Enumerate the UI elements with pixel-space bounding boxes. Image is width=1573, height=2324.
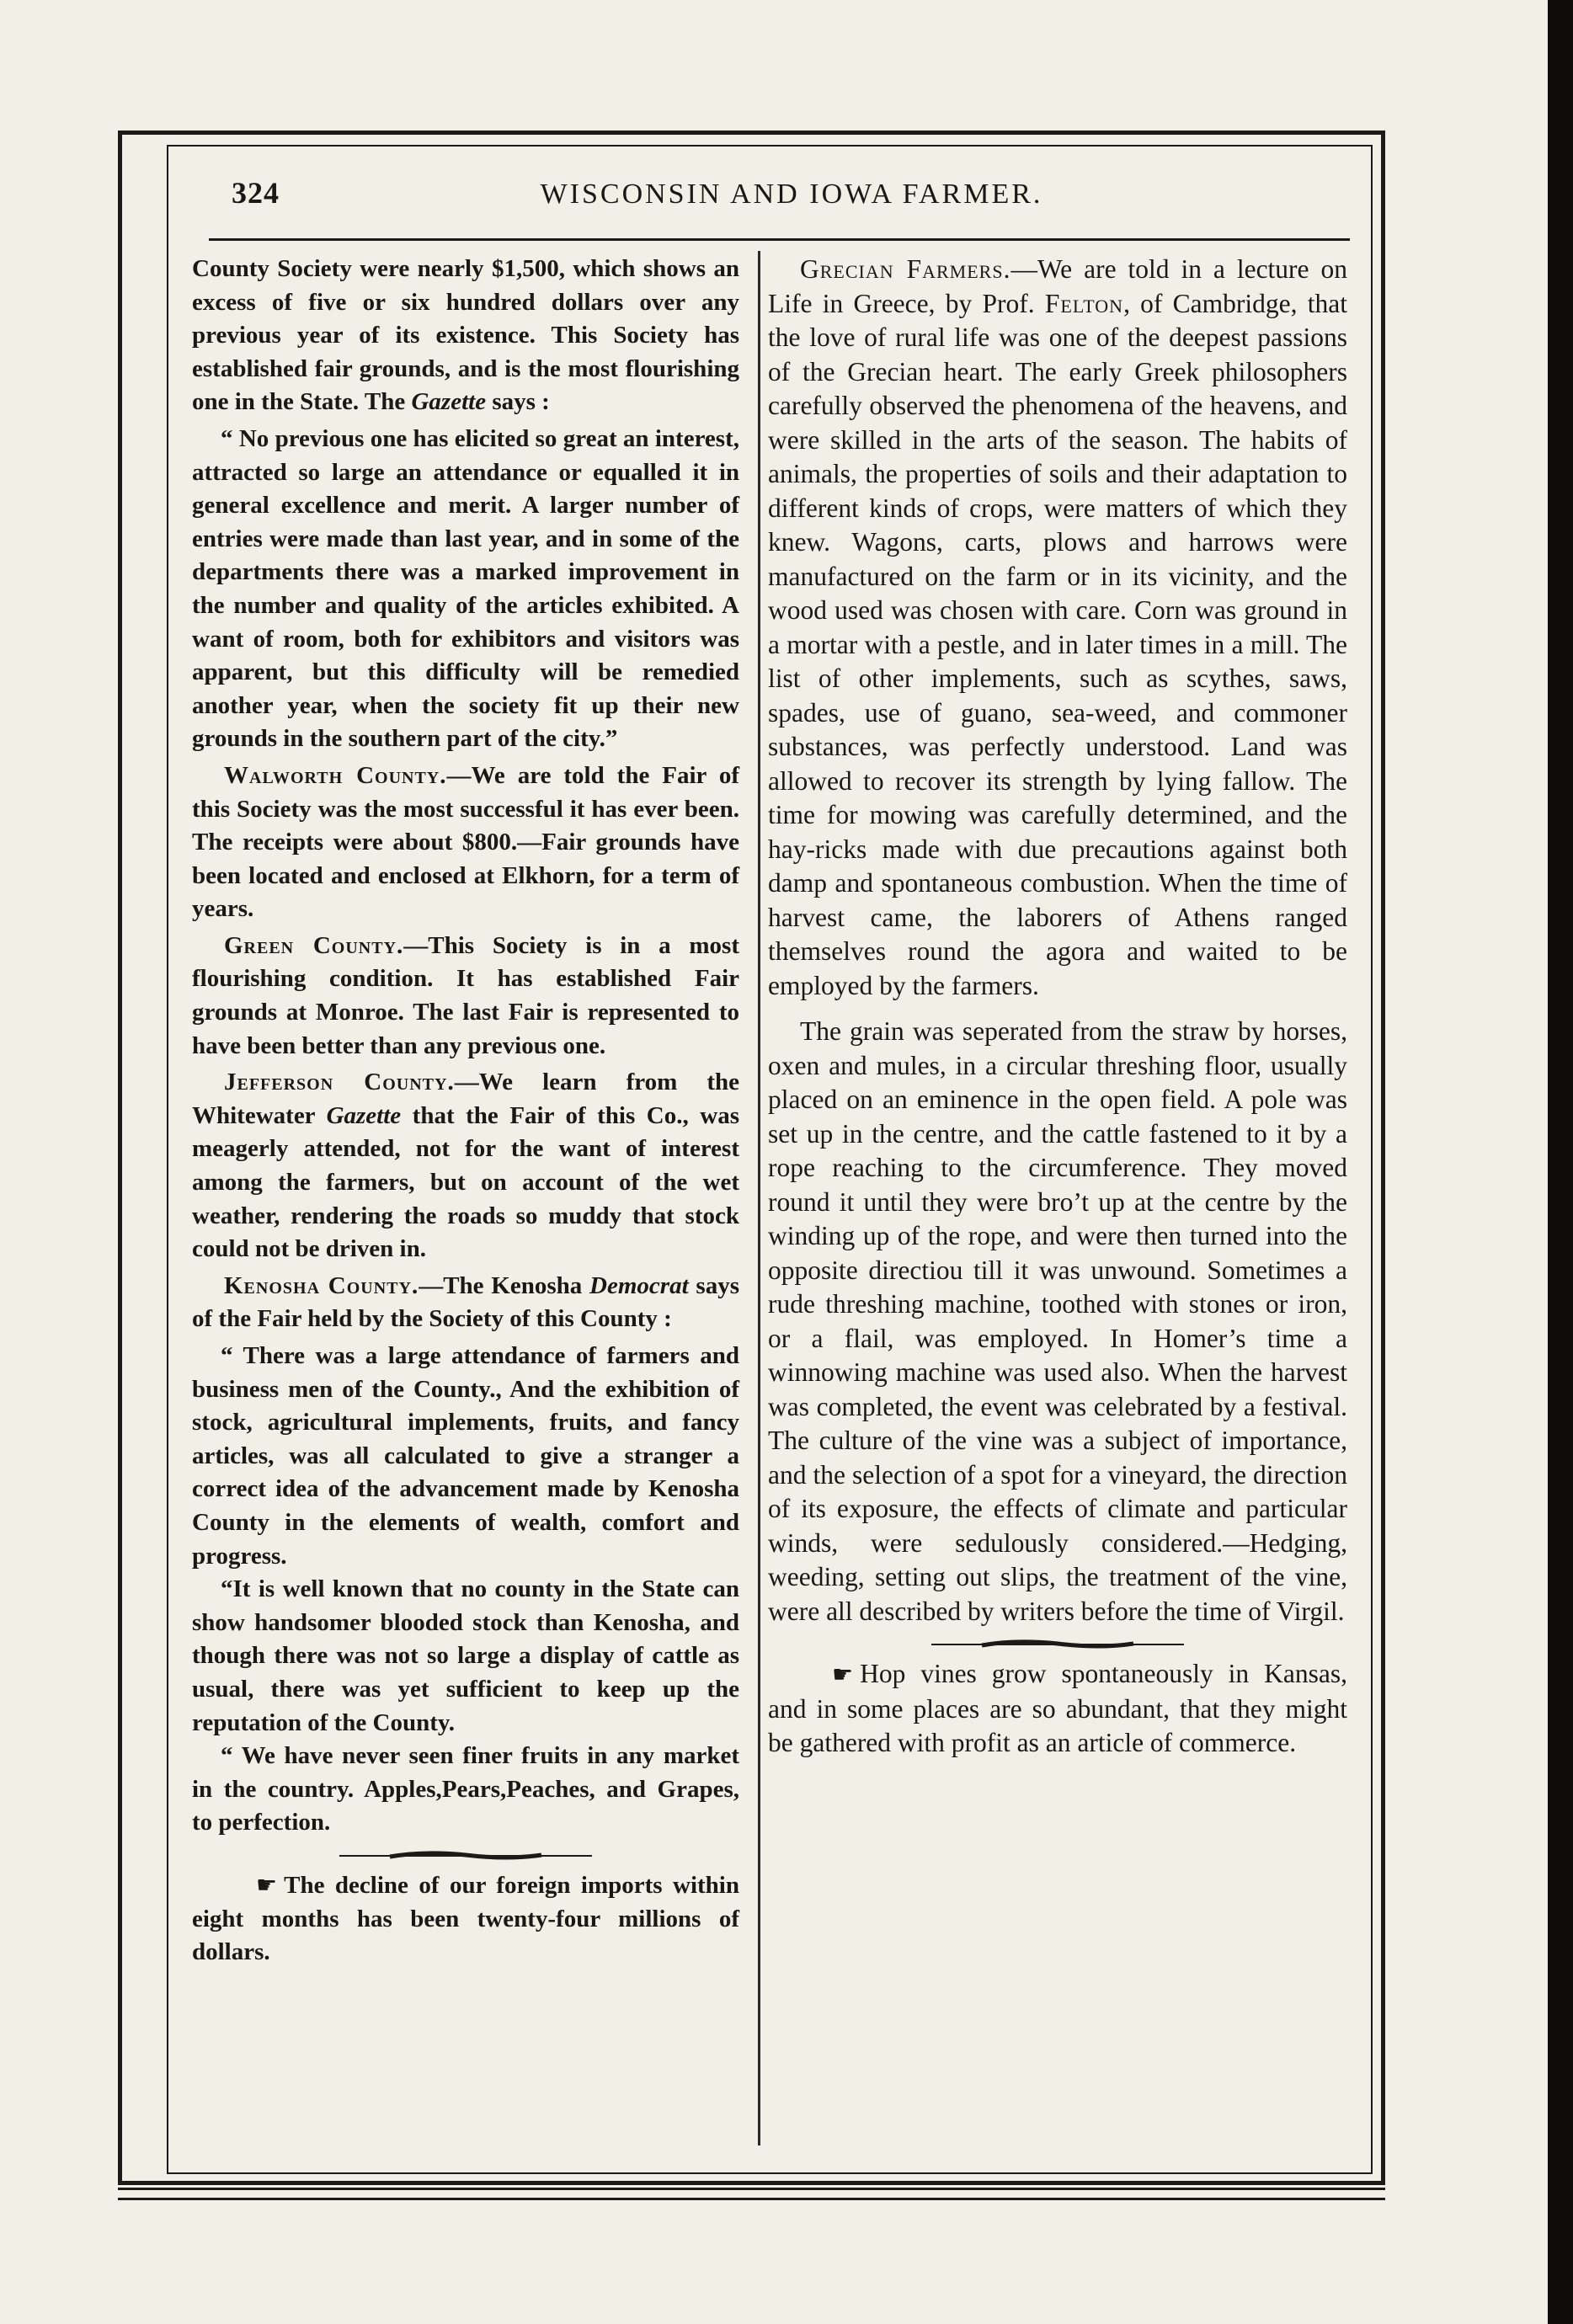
jefferson-county-paragraph: Jefferson County.—We learn from the Whitewater Gazette that the Fair of this Co., was meagerly attended, not for the want of interest among the farmers, but on account of the wet weather, rendering the roads so muddy that stock could not be driven in. <box>192 1069 739 1263</box>
page-edge-shadow <box>1548 0 1573 2324</box>
section-heading: Kenosha County. <box>224 1271 419 1299</box>
right-column <box>768 253 1347 1761</box>
left-column <box>192 253 739 1970</box>
journal-title: WISCONSIN AND IOWA FARMER. <box>540 179 1043 210</box>
kenosha-county-paragraph: Kenosha County.—The Kenosha Democrat says of the Fair held by the Society of this County : <box>192 1271 739 1333</box>
section-heading: Walworth County. <box>224 761 447 789</box>
ornamental-rule <box>931 1639 1184 1650</box>
grecian-farmers-paragraph: Grecian Farmers.—We are told in a lecture on Life in Greece, by Prof. Felton, of Cambridge, that the love of rural life was one of the deepest passions of the Grecian heart. The early Greek philosophers carefully observed the phenomena of the heavens, and were skilled in the arts of the season. The habits of animals, the properties of soils and their adaptation to different kinds of crops, were matters of which they knew. Wagons, carts, plows and harrows were manufactured on the farm or in its vicinity, and the wood used was chosen with care. Corn was ground in a mortar with a pestle, and in later times in a mill. The list of other implements, such as scythes, saws, spades, use of guano, sea-weed, and commoner substances, was perfectly understood. Land was allowed to recover its strength by lying fallow. The time for mowing was carefully determined, and the hay-ricks made with due precautions against both damp and spontaneous combustion. When the time of harvest came, the laborers of Athens ranged themselves round the agora and waited to be employed by the farmers. <box>768 254 1347 1000</box>
section-heading: Jefferson County. <box>224 1069 455 1096</box>
page-number: 324 <box>232 176 280 210</box>
bottom-rule <box>118 2198 1385 2200</box>
section-heading: Grecian Farmers. <box>800 254 1011 284</box>
pointing-hand-icon: ☛ <box>256 1870 278 1899</box>
ornamental-rule <box>339 1850 592 1862</box>
running-head <box>215 175 1368 217</box>
quotation: “ There was a large attendance of farmers and business men of the County., And the exhibition of stock, agricultural implements, fruits, and fancy articles, was all calculated to give a stranger a correct idea of the advancement made by Kenosha County in the elements of wealth, comfort and progress. <box>192 1342 739 1570</box>
header-rule <box>209 238 1350 241</box>
note-paragraph: ☛ The decline of our foreign imports within eight months has been twenty-four millions of dollars. <box>192 1868 739 1970</box>
pointing-hand-icon: ☛ <box>832 1660 854 1688</box>
note-paragraph: ☛ Hop vines grow spontaneously in Kansas, and in some places are so abundant, that they might be gathered with profit as an article of commerce. <box>768 1659 1347 1757</box>
green-county-paragraph: Green County.—This Society is in a most flourishing condition. It has established Fair grounds at Monroe. The last Fair is represented to have been better than any previous one. <box>192 931 739 1059</box>
quotation: “It is well known that no county in the State can show handsomer blooded stock than Kenosha, and though there was not so large a display of cattle as usual, there was yet sufficient to keep up the reputation of the County. <box>192 1575 739 1736</box>
walworth-county-paragraph: Walworth County.—We are told the Fair of this Society was the most successful it has ever been. The receipts were about $800.—Fair grounds have been located and enclosed at Elkhorn, for a term of years. <box>192 761 739 923</box>
quotation: “ No previous one has elicited so great an interest, attracted so large an attendance or equalled it in general excellence and merit. A larger number of entries were made than last year, and in some of the departments there was a marked improvement in the number and quality of the articles exhibited. A want of room, both for exhibitors and visitors was apparent, but this difficulty will be remedied another year, when the society fit up their new grounds in the southern part of the city.” <box>192 424 739 753</box>
section-heading: Green County. <box>224 931 404 959</box>
bottom-rule <box>118 2188 1385 2190</box>
quotation: “ We have never seen finer fruits in any market in the country. Apples,Pears,Peaches, and Grapes, to perfection. <box>192 1742 739 1836</box>
paragraph: The grain was seperated from the straw by horses, oxen and mules, in a circular threshing floor, usually placed on an eminence in the open field. A pole was set up in the centre, and the cattle fastened to it by a rope reaching to the circumference. They moved round it until they were bro’t up at the centre by the winding up of the rope, and were then turned into the opposite directiou till it was unwound. Sometimes a rude threshing machine, toothed with stones or iron, or a flail, was employed. In Homer’s time a winnowing machine was used also. When the harvest was completed, the event was celebrated by a festival. The culture of the vine was a subject of importance, and the selection of a spot for a vineyard, the direction of its exposure, the effects of climate and particular winds, were sedulously considered.—Hedging, weeding, setting out slips, the treatment of the vine, were all described by writers before the time of Virgil. <box>768 1016 1347 1626</box>
column-divider <box>758 251 760 2145</box>
paragraph: County Society were nearly $1,500, which shows an excess of five or six hundred dollars over any previous year of its existence. This Society has established fair grounds, and is the most flourishing one in the State. The Gazette says : <box>192 255 739 416</box>
author-name: Felton <box>1044 288 1124 318</box>
